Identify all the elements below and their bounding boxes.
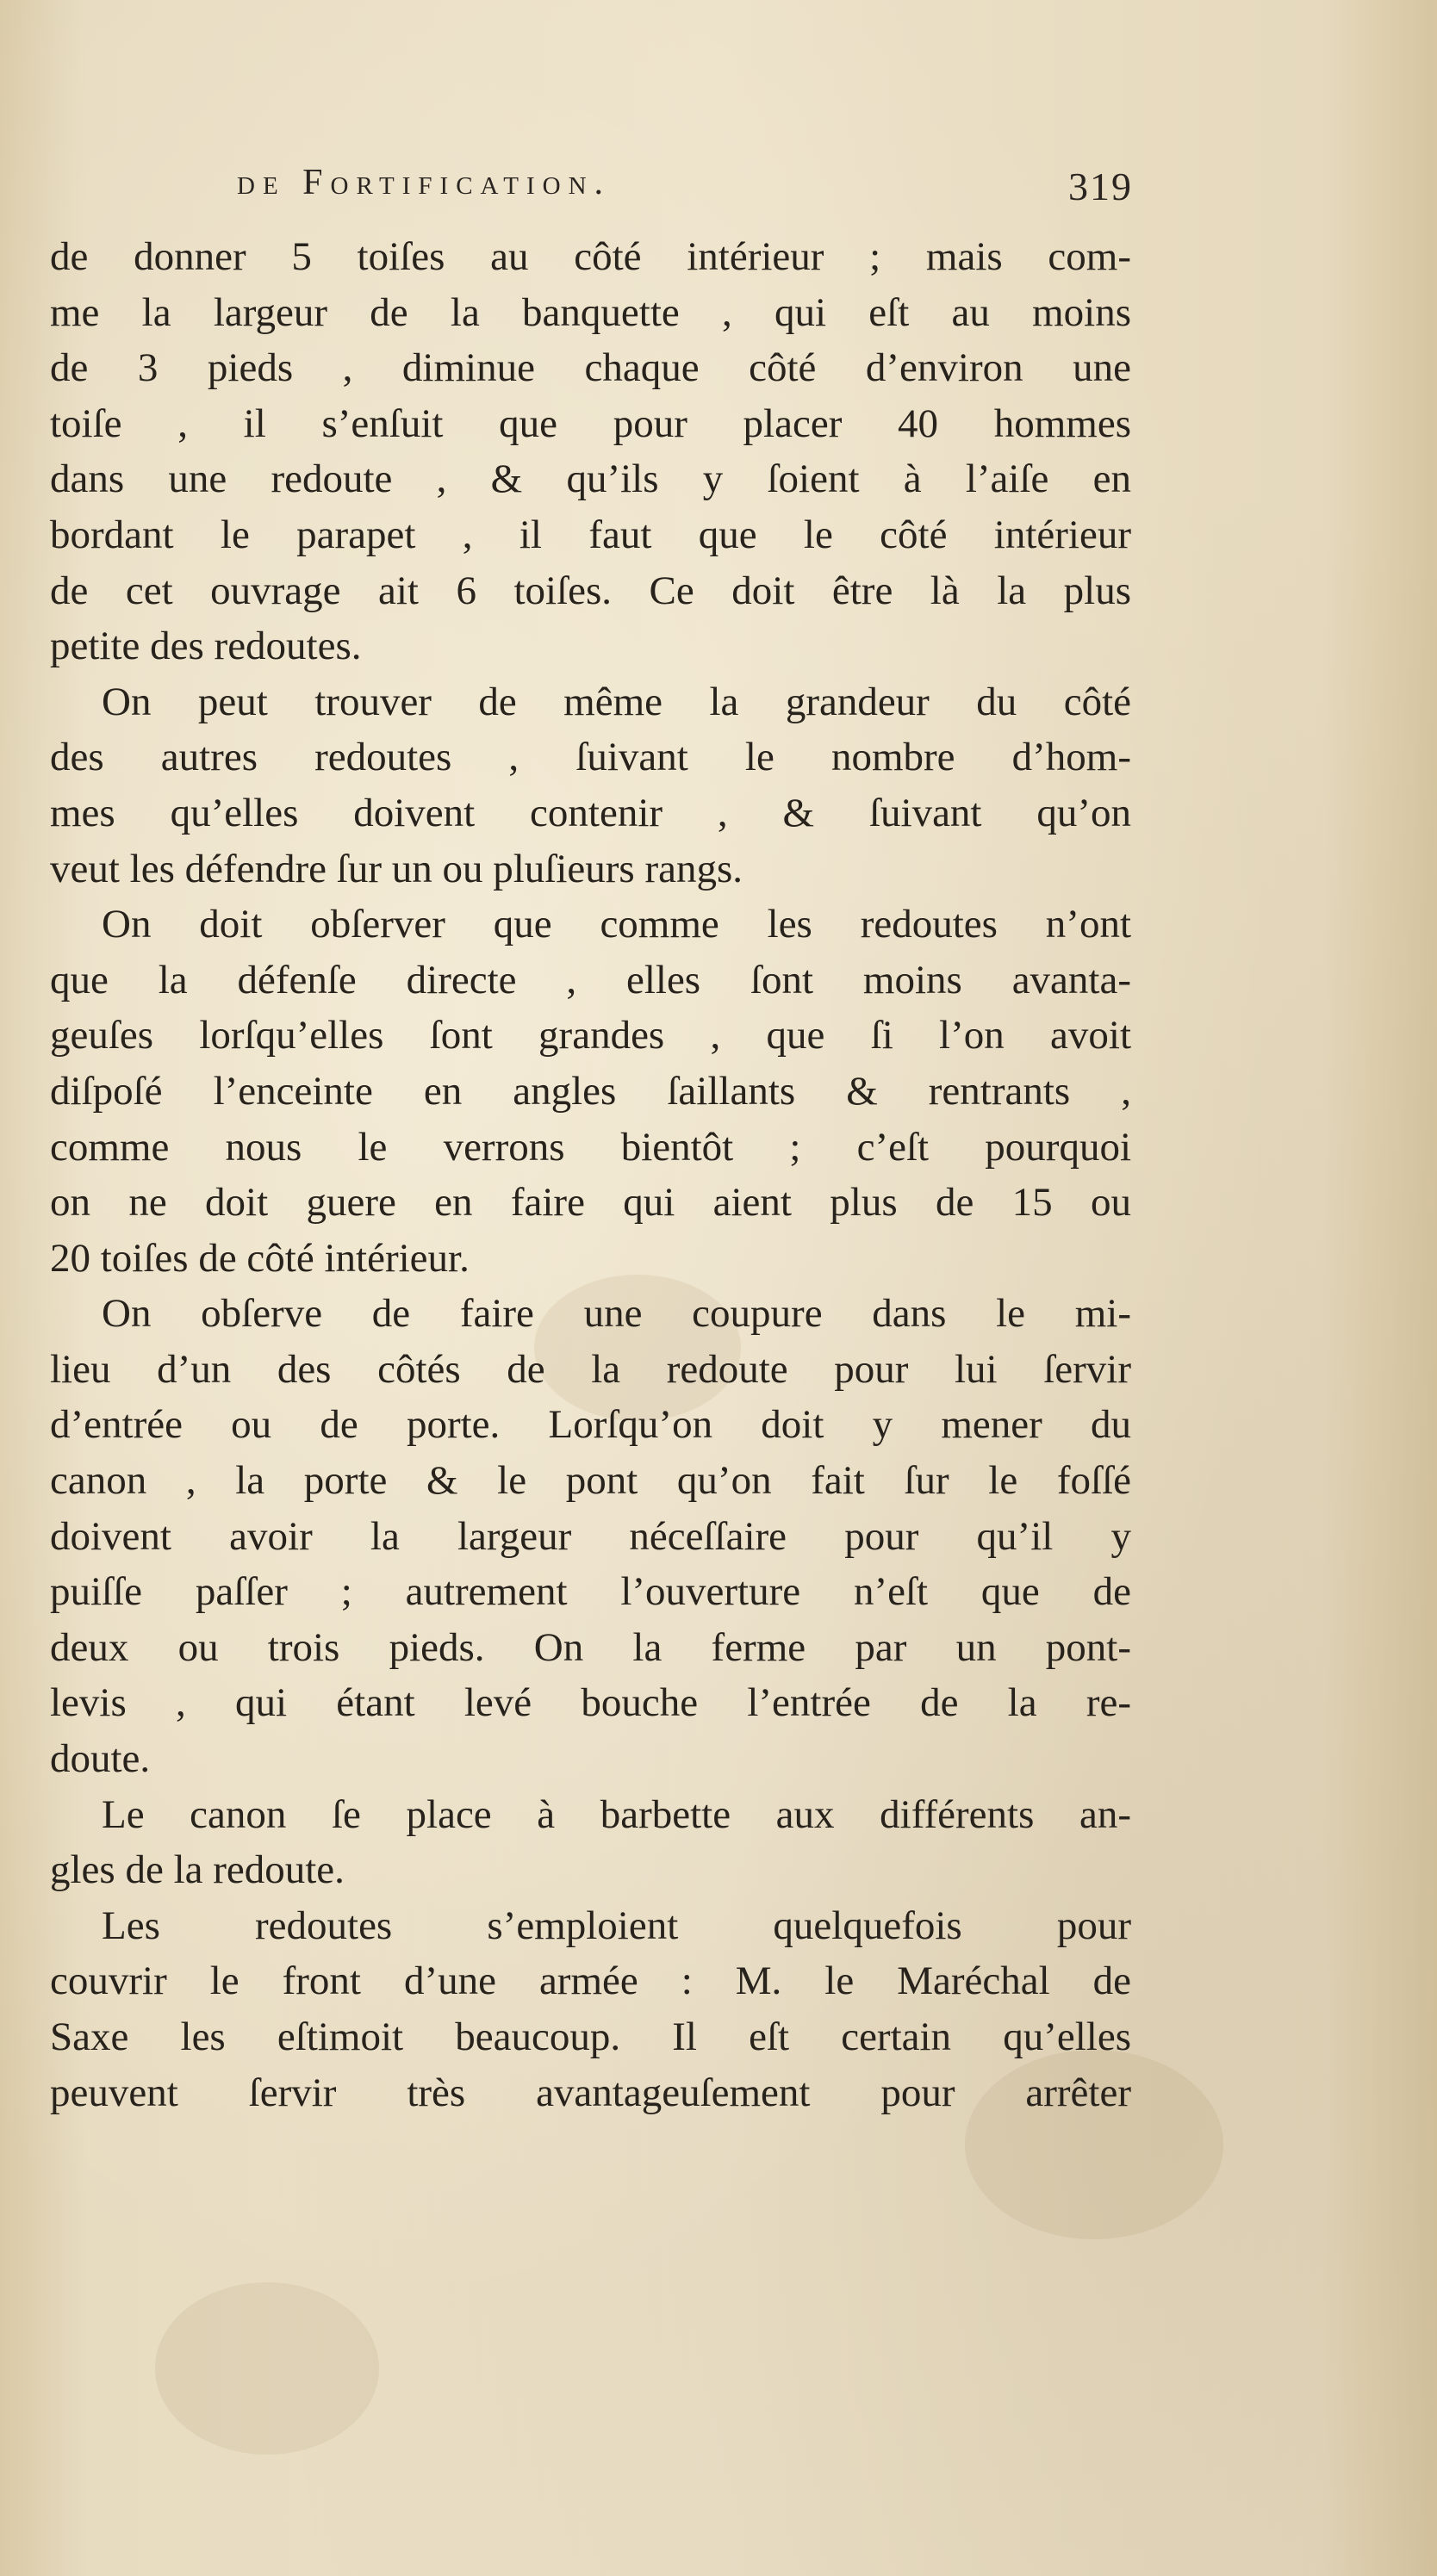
text-line: Saxe les eſtimoit beaucoup. Il eſt certain qu’elles bbox=[50, 2014, 1131, 2059]
text-line: canon , la porte & le pont qu’on fait ſur le foſſé bbox=[50, 1458, 1131, 1504]
text-line: des autres redoutes , ſuivant le nombre d’hom- bbox=[50, 735, 1131, 780]
text-line: me la largeur de la banquette , qui eſt au moins bbox=[50, 289, 1131, 335]
text-line: que la défenſe directe , elles ſont moins avanta- bbox=[50, 957, 1131, 1002]
text-line: dans une redoute , & qu’ils y ſoient à l’aiſe en bbox=[50, 456, 1131, 502]
text-line: On doit obſerver que comme les redoutes n’ont bbox=[102, 902, 1131, 947]
text-line: puiſſe paſſer ; autrement l’ouverture n’eſt que de bbox=[50, 1569, 1131, 1615]
text-line: lieu d’un des côtés de la redoute pour lui ſervir bbox=[50, 1346, 1131, 1392]
text-line: de 3 pieds , diminue chaque côté d’environ une bbox=[50, 345, 1131, 391]
paper-stain bbox=[155, 2282, 379, 2455]
page-header bbox=[237, 162, 1133, 214]
text-line: mes qu’elles doivent contenir , & ſuivant qu’on bbox=[50, 790, 1131, 835]
text-line: 20 toiſes de côté intérieur. bbox=[50, 1235, 470, 1281]
text-line: de donner 5 toiſes au côté intérieur ; mais com- bbox=[50, 234, 1131, 279]
text-line: On obſerve de faire une coupure dans le mi- bbox=[102, 1291, 1131, 1337]
text-line: comme nous le verrons bientôt ; c’eſt pourquoi bbox=[50, 1124, 1131, 1170]
text-line: on ne doit guere en faire qui aient plus de 15 ou bbox=[50, 1180, 1131, 1226]
text-line: diſpoſé l’enceinte en angles ſaillants & rentrants , bbox=[50, 1068, 1131, 1114]
text-line: gles de la redoute. bbox=[50, 1847, 345, 1893]
body-text bbox=[50, 229, 1131, 2120]
text-line: peuvent ſervir très avantageuſement pour arrêter bbox=[50, 2070, 1131, 2115]
text-line: deux ou trois pieds. On la ferme par un pont- bbox=[50, 1624, 1131, 1670]
running-head: de Fortification. bbox=[237, 163, 612, 202]
text-line: bordant le parapet , il faut que le côté intérieur bbox=[50, 512, 1131, 557]
text-line: couvrir le front d’une armée : M. le Maréchal de bbox=[50, 1958, 1131, 2004]
text-line: levis , qui étant levé bouche l’entrée de la re- bbox=[50, 1680, 1131, 1726]
text-line: de cet ouvrage ait 6 toiſes. Ce doit être là la plus bbox=[50, 568, 1131, 613]
text-line: doute. bbox=[50, 1736, 151, 1782]
page-number: 319 bbox=[1068, 164, 1133, 208]
text-line: d’entrée ou de porte. Lorſqu’on doit y mener du bbox=[50, 1402, 1131, 1448]
text-line: petite des redoutes. bbox=[50, 624, 362, 669]
text-line: geuſes lorſqu’elles ſont grandes , que ſi l’on avoit bbox=[50, 1013, 1131, 1058]
text-line: Les redoutes s’emploient quelquefois pour bbox=[102, 1903, 1131, 1948]
text-line: veut les défendre ſur un ou pluſieurs rangs. bbox=[50, 846, 743, 891]
text-line: doivent avoir la largeur néceſſaire pour qu’il y bbox=[50, 1513, 1131, 1559]
text-line: On peut trouver de même la grandeur du côté bbox=[102, 679, 1131, 724]
text-line: Le canon ſe place à barbette aux différents an- bbox=[102, 1791, 1131, 1837]
text-line: toiſe , il s’enſuit que pour placer 40 hommes bbox=[50, 400, 1131, 446]
